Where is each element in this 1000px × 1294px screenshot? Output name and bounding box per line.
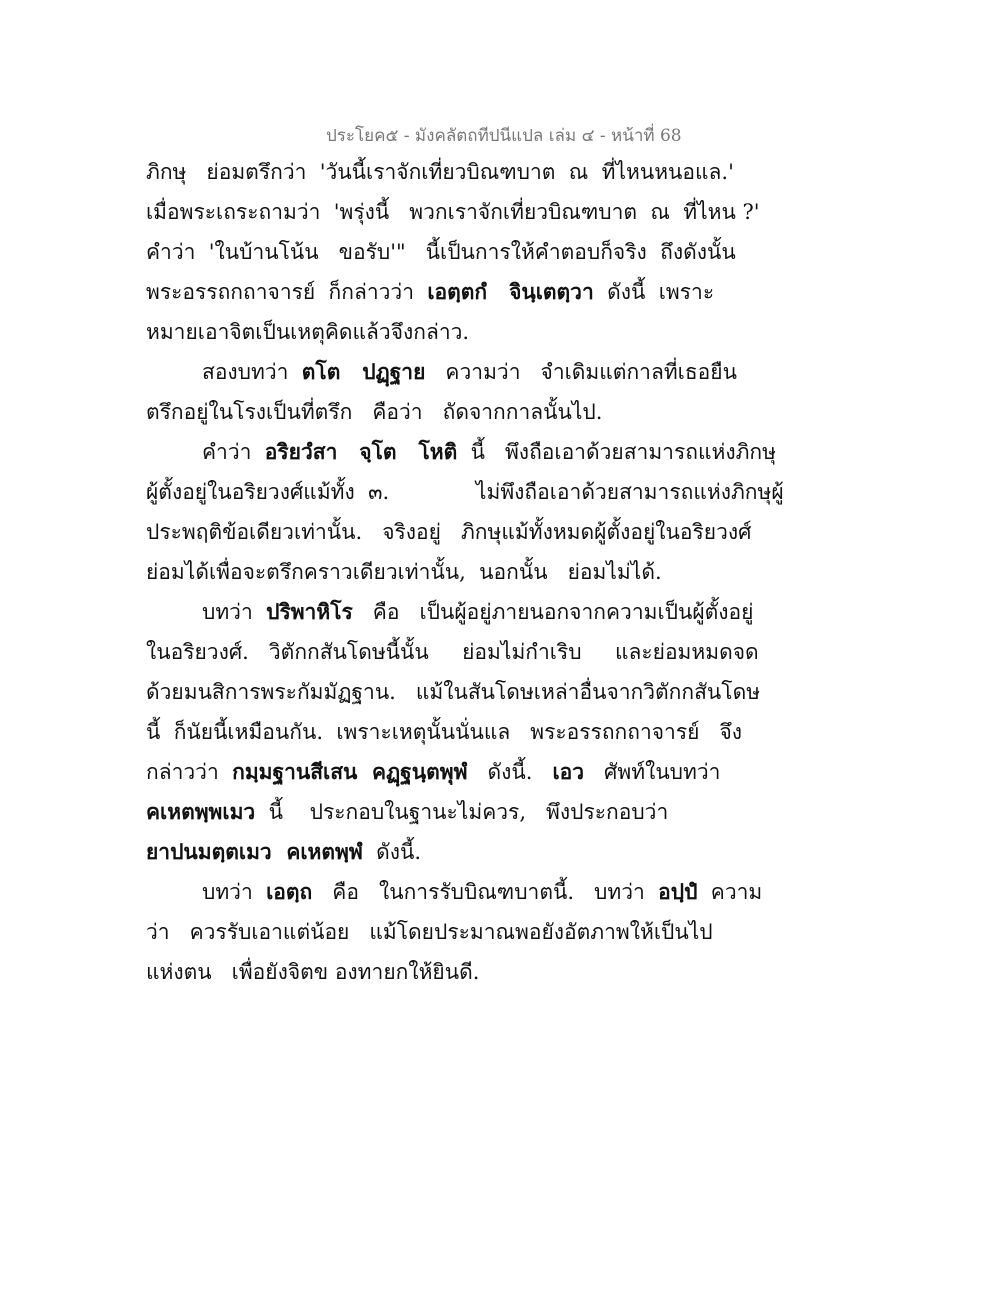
text-segment: ดังนี้. xyxy=(362,840,422,864)
pali-term: คเหตพฺพเมว xyxy=(146,799,256,824)
text-line xyxy=(146,832,706,872)
text-line xyxy=(146,792,706,832)
text-line xyxy=(146,552,706,592)
text-segment: คือ เป็นผู้อยู่ภายนอกจากความเป็นผู้ตั้งอยู่ xyxy=(352,600,754,624)
text-line xyxy=(146,712,743,752)
text-segment: ในอริยวงศ์. วิตักกสันโดษนี้นั้น ย่อมไม่กำเริบ และย่อมหมดจด xyxy=(146,640,759,664)
pali-term: อปฺปํ xyxy=(658,879,698,904)
text-segment: ว่า ควรรับเอาแต่น้อย แม้โดยประมาณพอยังอัตภาพให้เป็นไป xyxy=(146,920,713,944)
text-segment: ตรึกอยู่ในโรงเป็นที่ตรึก คือว่า ถัดจากกาลนั้นไป. xyxy=(146,400,603,424)
text-segment: นี้ ประกอบในฐานะไม่ควร, พึงประกอบว่า xyxy=(255,800,669,824)
text-line xyxy=(146,872,763,912)
text-line xyxy=(146,592,754,632)
text-line xyxy=(146,352,737,392)
text-segment: ดังนี้. xyxy=(467,760,553,784)
text-line xyxy=(146,952,706,992)
text-segment: ประพฤติข้อเดียวเท่านั้น. จริงอยู่ ภิกษุแม้ทั้งหมดผู้ตั้งอยู่ในอริยวงศ์ xyxy=(146,520,752,544)
pali-term: เอว xyxy=(552,759,585,784)
text-segment: พระอรรถกถาจารย์ ก็กล่าวว่า xyxy=(146,280,428,304)
pali-term: อริยวํสา จฺโต โหติ xyxy=(264,439,458,464)
pali-term: กมฺมฐานสีเสน คฏฺฐนฺตพุพํ xyxy=(232,759,468,784)
text-segment: ความว่า จำเดิมแต่กาลที่เธอยืน xyxy=(425,360,737,384)
text-segment: คำว่า xyxy=(202,440,265,464)
text-line xyxy=(146,472,784,512)
text-segment: ภิกษุ ย่อมตรึกว่า 'วันนี้เราจักเที่ยวบิณฑบาต ณ ที่ไหนหนอแล.' xyxy=(146,160,734,184)
text-segment: แห่งตน เพื่อยังจิตข องทายกให้ยินดี. xyxy=(146,960,480,984)
text-line xyxy=(146,312,706,352)
text-segment: บทว่า xyxy=(202,880,267,904)
text-line xyxy=(146,192,760,232)
text-line xyxy=(146,512,752,552)
text-line xyxy=(146,232,736,272)
text-line xyxy=(146,152,734,192)
pali-term: ยาปนมตฺตเมว คเหตพฺพํ xyxy=(146,839,363,864)
text-segment: ผู้ตั้งอยู่ในอริยวงศ์แม้ทั้ง ๓. ไม่พึงถือเอาด้วยสามารถแห่งภิกษุผู้ xyxy=(146,480,784,504)
text-segment: ความ xyxy=(697,880,763,904)
text-segment: บทว่า xyxy=(202,600,267,624)
text-line xyxy=(146,672,761,712)
text-line xyxy=(146,392,706,432)
pali-term: เอตฺถ xyxy=(266,879,313,904)
text-line xyxy=(146,432,776,472)
text-line xyxy=(146,272,715,312)
text-segment: ด้วยมนสิการพระกัมมัฏฐาน. แม้ในสันโดษเหล่าอื่นจากวิตักกสันโดษ xyxy=(146,680,761,704)
pali-term: เอตฺตกํ จินฺเตตฺวา xyxy=(427,279,594,304)
body-text xyxy=(146,152,784,992)
text-segment: กล่าวว่า xyxy=(146,760,233,784)
text-segment: เมื่อพระเถระถามว่า 'พรุ่งนี้ พวกเราจักเที่ยวบิณฑบาต ณ ที่ไหน ?' xyxy=(146,200,760,224)
text-segment: หมายเอาจิตเป็นเหตุคิดแล้วจึงกล่าว. xyxy=(146,320,470,344)
pali-term: ปริพาหิโร xyxy=(266,599,353,624)
text-segment: นี้ ก็นัยนี้เหมือนกัน. เพราะเหตุนั้นนั่นแล พระอรรถกถาจารย์ จึง xyxy=(146,720,743,744)
text-segment: คำว่า 'ในบ้านโน้น ขอรับ'" นี้เป็นการให้คำตอบก็จริง ถึงดังนั้น xyxy=(146,240,736,264)
text-segment: สองบทว่า xyxy=(202,360,302,384)
pali-term: ตโต ปฏฺฐาย xyxy=(301,359,426,384)
text-line xyxy=(146,912,713,952)
text-segment: ศัพท์ในบทว่า xyxy=(584,760,721,784)
text-segment: ย่อมได้เพื่อจะตรึกคราวเดียวเท่านั้น, นอกนั้น ย่อมไม่ได้. xyxy=(146,560,662,584)
page-header: ประโยค๕ - มังคลัตถทีปนีแปล เล่ม ๔ - หน้าที่ 68 xyxy=(326,126,682,146)
text-segment: นี้ พึงถือเอาด้วยสามารถแห่งภิกษุ xyxy=(457,440,776,464)
text-segment: คือ ในการรับบิณฑบาตนี้. บทว่า xyxy=(312,880,659,904)
text-line xyxy=(146,632,759,672)
text-line xyxy=(146,752,721,792)
text-segment: ดังนี้ เพราะ xyxy=(593,280,715,304)
